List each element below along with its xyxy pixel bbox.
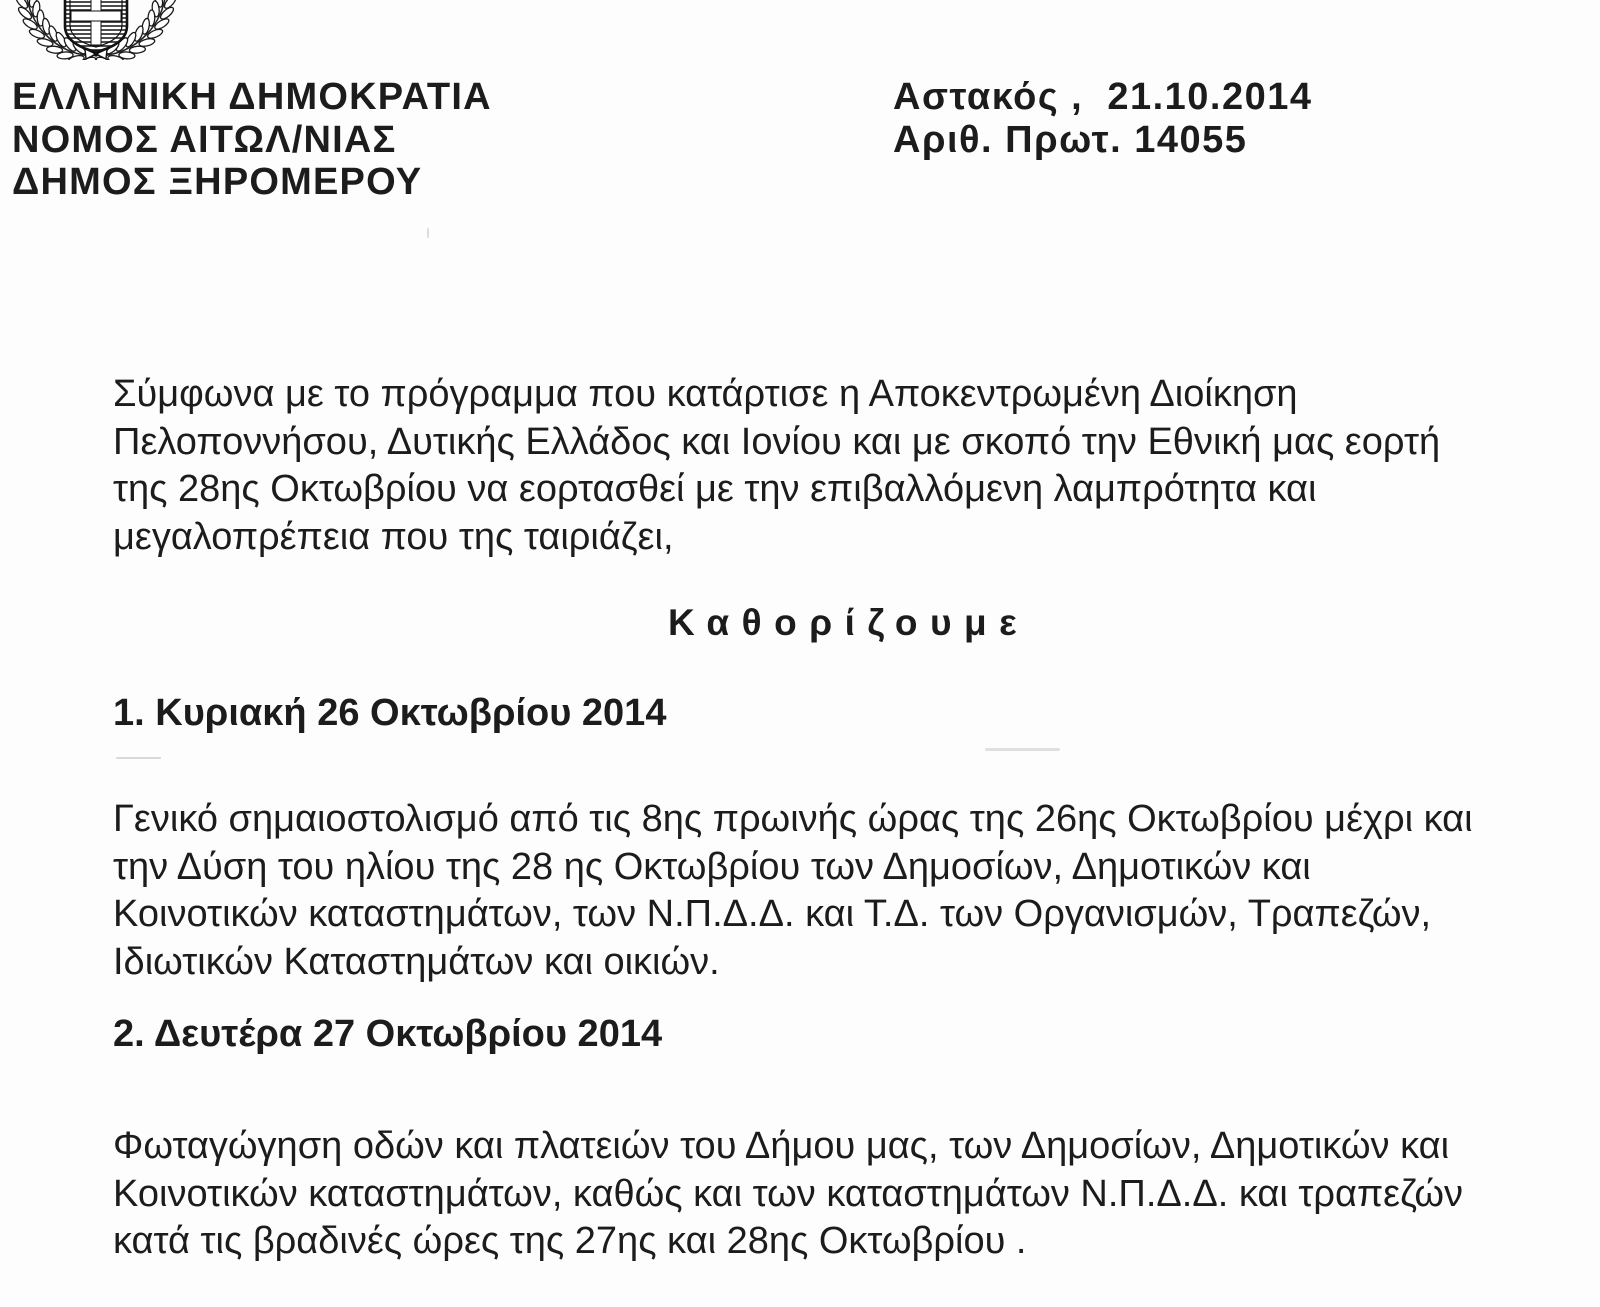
protocol-number: Αριθ. Πρωτ. 14055 xyxy=(893,118,1248,161)
paragraph-line: την Δύση του ηλίου της 28 ης Οκτωβρίου των Δημοσίων, Δημοτικών και xyxy=(113,845,1311,888)
item-1-paragraph xyxy=(113,796,1473,986)
item-2-paragraph xyxy=(113,1123,1463,1266)
scan-dash xyxy=(116,757,161,759)
item-2-title: 2. Δευτέρα 27 Οκτωβρίου 2014 xyxy=(113,1013,663,1055)
paragraph-line: Κοινοτικών καταστημάτων, καθώς και των καταστημάτων Ν.Π.Δ.Δ. και τραπεζών xyxy=(113,1172,1464,1215)
authority-line-country: ΕΛΛΗΝΙΚΗ ΔΗΜΟΚΡΑΤΙΑ xyxy=(12,76,492,118)
scan-speck xyxy=(427,228,429,238)
paragraph-line: κατά τις βραδινές ώρες της 27ης και 28ης Οκτωβρίου . xyxy=(113,1220,1027,1262)
shield-cross-vertical xyxy=(91,0,101,45)
ribbon-knot xyxy=(93,51,98,56)
paragraph-line: Γενικό σημαιοστολισμό από τις 8ης πρωινής ώρας της 26ης Οκτωβρίου μέχρι και xyxy=(113,798,1473,840)
greek-coat-of-arms-icon xyxy=(15,0,177,60)
place-date: Αστακός , 21.10.2014 xyxy=(893,76,1313,118)
paragraph-line: Σύμφωνα με το πρόγραμμα που κατάρτισε η Αποκεντρωμένη Διοίκηση xyxy=(113,373,1298,415)
intro-paragraph xyxy=(113,371,1440,561)
issuing-authority xyxy=(12,76,492,204)
paragraph-line: μεγαλοπρέπεια που της ταιριάζει, xyxy=(113,515,674,558)
scan-dash xyxy=(985,748,1060,751)
paragraph-line: της 28ης Οκτωβρίου να εορτασθεί με την επιβαλλόμενη λαμπρότητα και xyxy=(113,468,1317,510)
paragraph-line: Φωταγώγηση οδών και πλατειών του Δήμου μας, των Δημοσίων, Δημοτικών και xyxy=(113,1125,1450,1167)
document-reference xyxy=(893,76,1313,161)
authority-line-prefecture: ΝΟΜΟΣ ΑΙΤΩΛ/ΝΙΑΣ xyxy=(12,118,397,161)
paragraph-line: Κοινοτικών καταστημάτων, των Ν.Π.Δ.Δ. και Τ.Δ. των Οργανισμών, Τραπεζών, xyxy=(113,893,1432,935)
authority-line-municipality: ΔΗΜΟΣ ΞΗΡΟΜΕΡΟΥ xyxy=(12,161,423,203)
paragraph-line: Πελοποννήσου, Δυτικής Ελλάδος και Ιονίου και με σκοπό την Εθνική μας εορτή xyxy=(113,420,1441,463)
shield-cross-horizontal xyxy=(71,11,121,21)
item-1-title: 1. Κυριακή 26 Οκτωβρίου 2014 xyxy=(113,692,667,734)
decision-heading: Καθορίζουμε xyxy=(668,602,1030,643)
paragraph-line: Ιδιωτικών Καταστημάτων και οικιών. xyxy=(113,940,720,983)
